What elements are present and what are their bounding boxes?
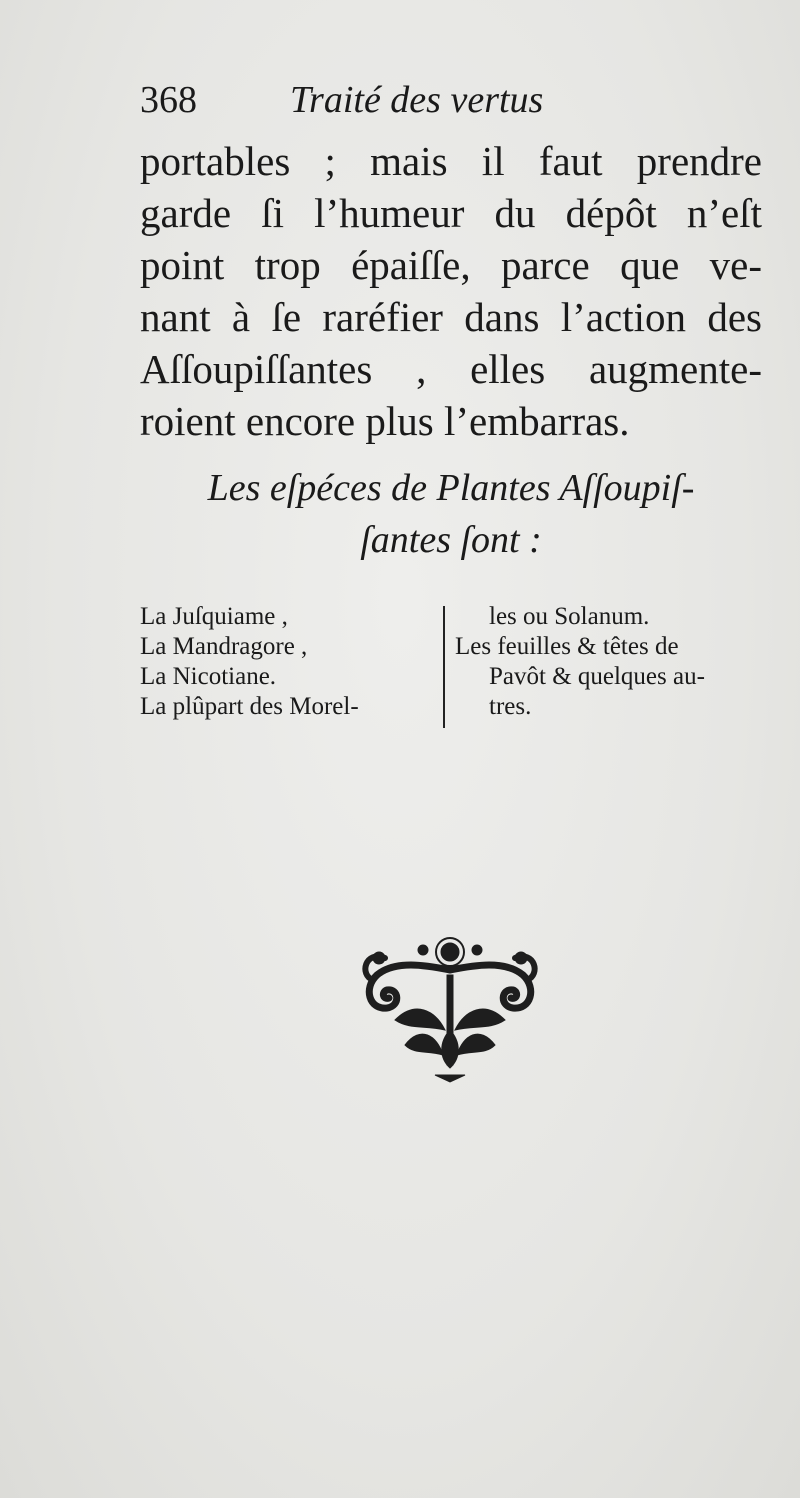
list-item: Les feuilles & têtes de	[455, 633, 679, 660]
section-title-line: Les eſpéces de Plantes Aſſoupiſ-	[207, 467, 695, 509]
plant-list-right-column	[455, 602, 765, 722]
running-title: Traité des vertus	[290, 79, 544, 121]
rosette-icon	[441, 943, 459, 961]
list-item: tres.	[489, 693, 532, 720]
text-line: point trop épaiſſe, parce que ve-	[140, 242, 762, 288]
section-title-line: ſantes ſont :	[360, 519, 542, 561]
list-item: La plûpart des Morel-	[140, 693, 359, 720]
text-line: Aſſoupiſſantes , elles augmente-	[140, 346, 762, 392]
text-line: garde ſi l’humeur du dépôt n’eſt	[140, 190, 762, 236]
list-item: les ou Solanum.	[489, 603, 650, 630]
list-item: La Mandragore ,	[140, 633, 308, 660]
page-header	[140, 78, 760, 128]
page-number: 368	[140, 79, 197, 121]
floral-scroll-ornament-icon	[355, 930, 545, 1085]
text-line: roient encore plus l’embarras.	[140, 398, 630, 444]
plant-list-left-column	[140, 602, 440, 722]
section-title	[140, 462, 762, 566]
list-item: La Juſquiame ,	[140, 603, 288, 630]
text-line: nant à ſe raréfier dans l’action des	[140, 294, 762, 340]
list-item: Pavôt & quelques au-	[489, 663, 705, 690]
text-line: portables ; mais il faut prendre	[140, 138, 762, 184]
column-divider	[443, 606, 445, 728]
body-paragraph	[140, 135, 762, 447]
list-item: La Nicotiane.	[140, 663, 277, 690]
